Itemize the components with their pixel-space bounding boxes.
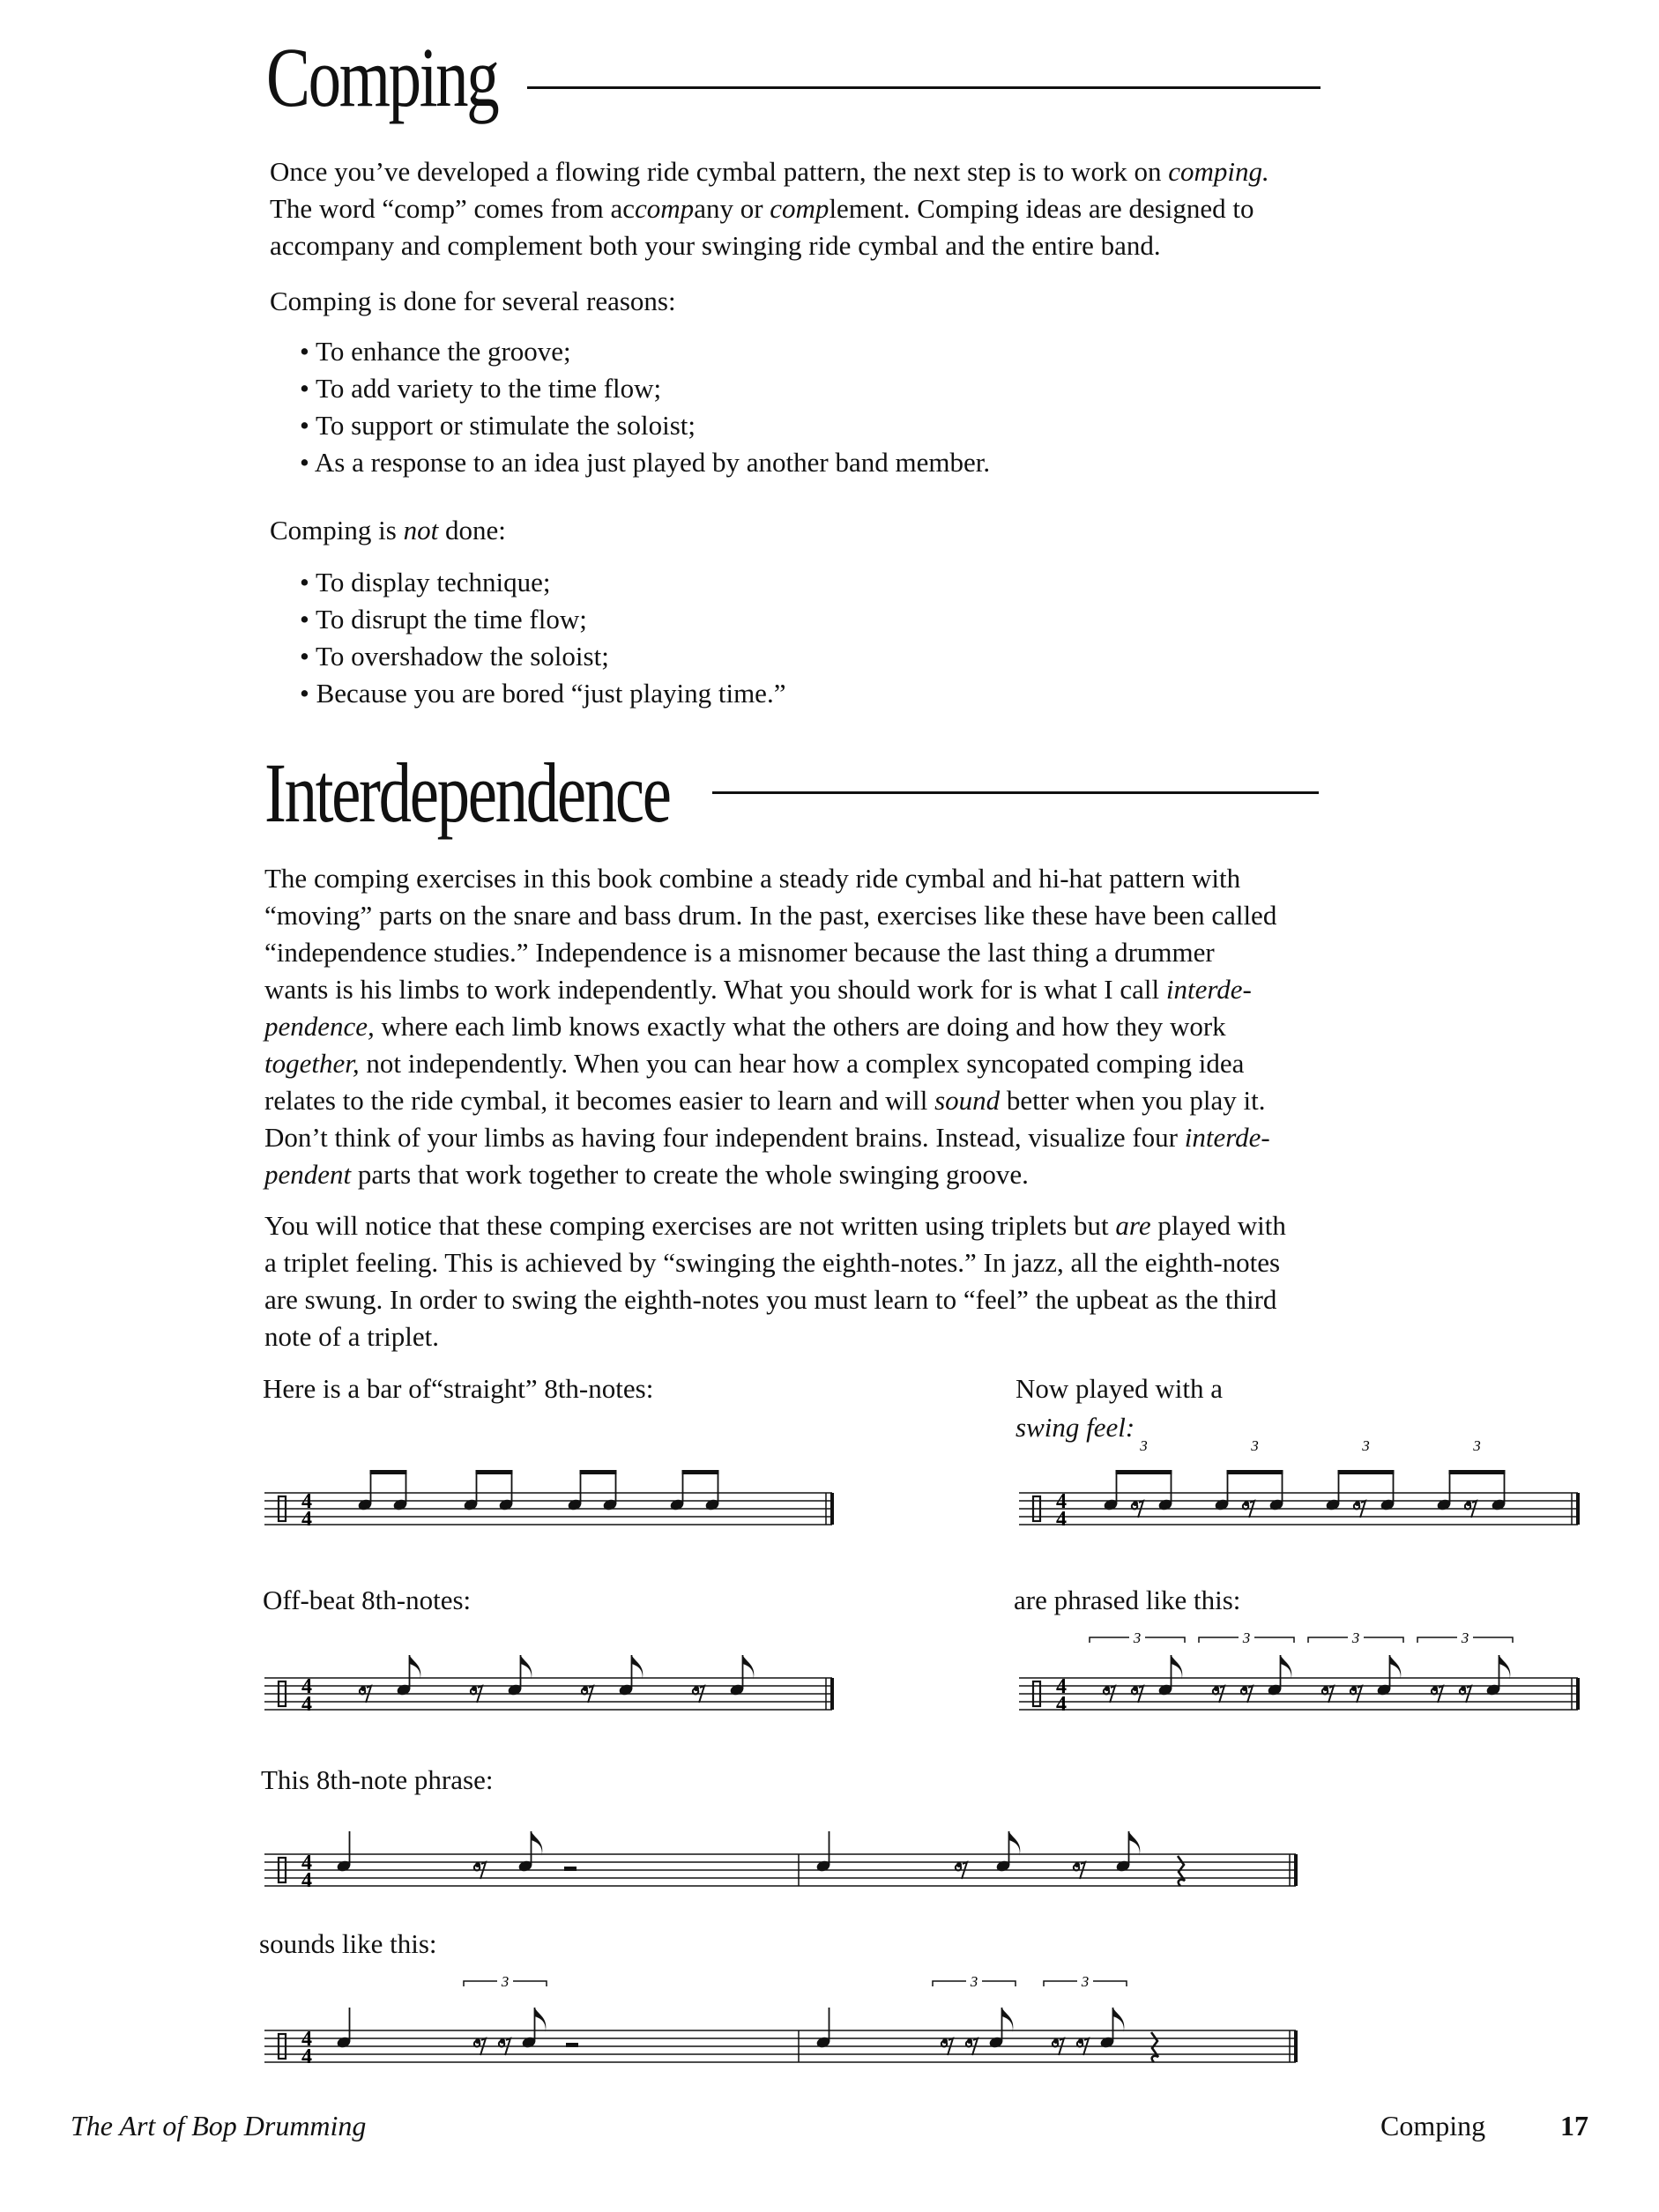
note-flag: [1281, 1655, 1292, 1680]
footer-page-number: 17: [1560, 2110, 1588, 2141]
note-beam: [1116, 1470, 1172, 1474]
eighth-rest-dot: [1053, 2038, 1059, 2044]
bullet-item: • To enhance the groove;: [300, 333, 990, 370]
note-beam: [1338, 1470, 1395, 1474]
triplet-number: 3: [501, 1973, 510, 1990]
paragraph-line: The comping exercises in this book combine a steady ride cymbal and hi-hat pattern with: [264, 863, 1241, 894]
bullet-item: • To overshadow the soloist;: [300, 638, 785, 675]
note-beam: [1227, 1470, 1283, 1474]
time-signature-top: 4: [1056, 1675, 1067, 1698]
eighth-rest-dot: [361, 1686, 366, 1691]
comping-not-label-em: not: [403, 515, 439, 546]
eighth-rest-dot: [1133, 1501, 1138, 1506]
interdependence-heading: Interdependence: [264, 746, 670, 840]
staff-eighth-phrase: [259, 1815, 1317, 1904]
eighth-rest-dot: [1323, 1686, 1328, 1691]
bullet-item: • Because you are bored “just playing time.”: [300, 675, 785, 712]
eighth-rest-dot: [583, 1686, 588, 1691]
comping-reasons-label: Comping is done for several reasons:: [270, 286, 676, 316]
bullet-item: • To support or stimulate the soloist;: [300, 407, 990, 444]
comping-not-reasons-list: [300, 564, 785, 712]
comping-heading-rule: [527, 86, 1321, 89]
comping-not-label-pre: Comping is: [270, 515, 404, 546]
triplet-number: 3: [1473, 1437, 1481, 1454]
time-signature-bottom: 4: [301, 1869, 312, 1892]
note-flag: [1390, 1655, 1402, 1680]
staff-swing-eighths: [1014, 1436, 1604, 1542]
triplet-number: 3: [1251, 1437, 1259, 1454]
eighth-rest-dot: [1242, 1686, 1247, 1691]
quarter-rest: [1151, 2032, 1158, 2062]
staff-straight-eighths: [259, 1454, 841, 1542]
paragraph-line: together, not independently. When you can hear how a complex syncopated comping idea: [264, 1048, 1245, 1079]
note-flag: [1002, 2008, 1014, 2032]
time-signature-top: 4: [301, 1852, 312, 1874]
paragraph-line: “independence studies.” Independence is a misnomer because the last thing a drummer: [264, 937, 1215, 968]
paragraph-line: The word “comp” comes from accompany or complement. Comping ideas are designed to: [270, 193, 1254, 224]
eighth-rest-dot: [942, 2038, 948, 2044]
comping-not-label-post: done:: [438, 515, 506, 546]
eighth-rest-dot: [956, 1862, 962, 1867]
paragraph-line: accompany and complement both your swinging ride cymbal and the entire band.: [270, 230, 1161, 261]
interdependence-heading-rule: [712, 791, 1319, 794]
interdependence-paragraph-1: [264, 860, 1313, 1193]
bullet-item: • As a response to an idea just played by another band member.: [300, 444, 990, 481]
note-flag: [743, 1655, 755, 1680]
note-beam: [580, 1470, 617, 1474]
eighth-rest-dot: [1466, 1501, 1471, 1506]
note-flag: [1113, 2008, 1125, 2032]
time-signature-bottom: 4: [301, 2045, 312, 2068]
eighth-rest-dot: [475, 1862, 480, 1867]
eighth-rest-dot: [500, 2038, 505, 2044]
bullet-item: • To disrupt the time flow;: [300, 601, 785, 638]
note-flag: [535, 2008, 547, 2032]
comping-heading: Comping: [266, 30, 498, 124]
paragraph-line: Don’t think of your limbs as having four independent brains. Instead, visualize four interde-: [264, 1122, 1270, 1153]
note-beam: [1449, 1470, 1506, 1474]
sounds-like-label: sounds like this:: [259, 1928, 437, 1959]
time-signature-bottom: 4: [301, 1693, 312, 1716]
paragraph-line: “moving” parts on the snare and bass drum. In the past, exercises like these have been called: [264, 900, 1277, 931]
eighth-rest-dot: [1214, 1686, 1219, 1691]
half-rest: [566, 2043, 578, 2047]
footer-section-name: Comping: [1380, 2110, 1486, 2141]
triplet-number: 3: [1242, 1629, 1251, 1646]
offbeat-notes-label: Off-beat 8th-notes:: [263, 1585, 472, 1615]
swing-feel-label-em: swing feel:: [1015, 1412, 1135, 1443]
paragraph-line: pendence, where each limb knows exactly what the others are doing and how they work: [264, 1011, 1226, 1042]
time-signature-top: 4: [301, 2028, 312, 2051]
note-flag: [1009, 1831, 1021, 1856]
eighth-rest-dot: [1078, 2038, 1083, 2044]
paragraph-line: relates to the ride cymbal, it becomes easier to learn and will sound better when you play it.: [264, 1085, 1266, 1116]
footer-book-title: [71, 2110, 366, 2142]
staff-offbeat-eighths: [259, 1639, 841, 1727]
note-flag: [632, 1655, 644, 1680]
eighth-rest-dot: [1355, 1501, 1360, 1506]
paragraph-line: a triplet feeling. This is achieved by “swinging the eighth-notes.” In jazz, all the eighth-notes: [264, 1247, 1281, 1278]
paragraph-line: note of a triplet.: [264, 1321, 439, 1352]
straight-notes-label: Here is a bar of“straight” 8th-notes:: [263, 1373, 654, 1404]
time-signature-bottom: 4: [1056, 1693, 1067, 1716]
comping-intro-paragraph: [270, 153, 1317, 264]
note-beam: [370, 1470, 407, 1474]
bullet-item: • To add variety to the time flow;: [300, 370, 990, 407]
triplet-number: 3: [1362, 1437, 1370, 1454]
note-beam: [682, 1470, 719, 1474]
time-signature-top: 4: [301, 1675, 312, 1698]
note-flag: [1172, 1655, 1183, 1680]
eighth-rest-dot: [475, 2038, 480, 2044]
paragraph-line: wants is his limbs to work independently. What you should work for is what I call interde-: [264, 974, 1252, 1005]
triplet-number: 3: [1081, 1973, 1090, 1990]
bullet-item: • To display technique;: [300, 564, 785, 601]
note-flag: [410, 1655, 421, 1680]
note-flag: [1499, 1655, 1511, 1680]
phrase-label: This 8th-note phrase:: [261, 1764, 494, 1795]
phrased-like-label: are phrased like this:: [1014, 1585, 1241, 1615]
half-rest: [564, 1867, 577, 1871]
eighth-rest-dot: [694, 1686, 699, 1691]
paragraph-line: Once you’ve developed a flowing ride cymbal pattern, the next step is to work on comping.: [270, 156, 1269, 187]
time-signature-top: 4: [301, 1490, 312, 1513]
note-flag: [521, 1655, 532, 1680]
eighth-rest-dot: [1351, 1686, 1357, 1691]
interdependence-paragraph-2: [264, 1207, 1313, 1355]
paragraph-line: You will notice that these comping exercises are not written using triplets but are played with: [264, 1210, 1286, 1241]
paragraph-line: pendent parts that work together to create the whole swinging groove.: [264, 1159, 1029, 1190]
note-beam: [476, 1470, 513, 1474]
time-signature-top: 4: [1056, 1490, 1067, 1513]
eighth-rest-dot: [472, 1686, 477, 1691]
time-signature-bottom: 4: [301, 1508, 312, 1531]
staff-sounds-like: [259, 1965, 1317, 2080]
comping-not-label: [270, 513, 506, 548]
triplet-number: 3: [1133, 1629, 1142, 1646]
note-flag: [1129, 1831, 1141, 1856]
eighth-rest-dot: [967, 2038, 972, 2044]
paragraph-line: are swung. In order to swing the eighth-notes you must learn to “feel” the upbeat as the third: [264, 1284, 1277, 1315]
triplet-number: 3: [1140, 1437, 1148, 1454]
quarter-rest: [1178, 1856, 1185, 1886]
triplet-number: 3: [970, 1973, 978, 1990]
eighth-rest-dot: [1075, 1862, 1080, 1867]
triplet-number: 3: [1351, 1629, 1360, 1646]
eighth-rest-dot: [1461, 1686, 1466, 1691]
swing-feel-label-line1: Now played with a: [1015, 1373, 1224, 1404]
triplet-number: 3: [1461, 1629, 1469, 1646]
eighth-rest-dot: [1244, 1501, 1249, 1506]
staff-phrased-triplets: [1014, 1622, 1604, 1727]
eighth-rest-dot: [1133, 1686, 1138, 1691]
time-signature-bottom: 4: [1056, 1508, 1067, 1531]
eighth-rest-dot: [1105, 1686, 1110, 1691]
note-flag: [532, 1831, 543, 1856]
comping-reasons-list: [300, 333, 990, 481]
footer-book-title-text: The Art of Bop Drumming: [71, 2110, 367, 2141]
eighth-rest-dot: [1432, 1686, 1438, 1691]
